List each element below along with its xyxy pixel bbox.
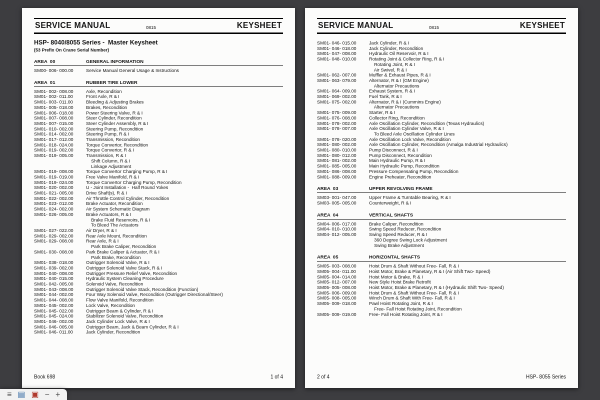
item-code: SM01- 081- 002.00 <box>317 158 357 164</box>
keysheet-row <box>317 243 566 248</box>
item-desc: Service Manual General Usage & Instructions <box>86 68 179 73</box>
keysheet-row <box>34 330 283 335</box>
item-code: SM04- 006- 017.00 <box>317 221 357 227</box>
item-code: SM01- 002- 008.00 <box>34 88 74 94</box>
item-desc: Swing Brake Adjustment <box>369 242 424 248</box>
item-desc: Engine Preheater, Recondition <box>369 174 432 180</box>
area-label: AREA 00 <box>34 59 56 65</box>
item-desc: Hydraulic System Cleaning Procedure <box>86 276 164 282</box>
item-code: SM01- 003- 011.00 <box>34 99 73 105</box>
item-desc: Swing Speed Reducer, Recondition <box>369 226 442 232</box>
item-desc: Steering Pump, Recondition <box>86 126 144 132</box>
item-code: SM04- 010- 010.00 <box>317 226 357 232</box>
item-code: SM01- 019- 005.00 <box>34 153 74 159</box>
item-code: SM01- 045- 002.00 <box>34 302 74 308</box>
item-desc: Outrigger Solenoid Valve Stack, R & I <box>86 265 163 271</box>
document-page <box>305 8 578 388</box>
item-desc: Four Way Solenoid Valve, Recondition (Outrigger Directional/Steer) <box>86 292 223 298</box>
rows-container <box>317 221 566 248</box>
item-code: SM01- 080- 002.00 <box>317 142 357 148</box>
item-desc: Outrigger Beam & Cylinder, R & I <box>86 308 154 314</box>
area-heading <box>34 80 283 87</box>
area-name: HORIZONTAL SHAFTS <box>369 254 421 261</box>
item-code: SM01- 026- 005.00 <box>34 211 74 217</box>
area-heading <box>34 59 283 66</box>
item-desc: Hoist Drum & Shaft Without Free- Fall, R & I <box>369 263 459 269</box>
item-code: SM01- 064- 009.00 <box>317 88 357 94</box>
item-code: SM05- 004- 011.00 <box>317 268 356 274</box>
item-code <box>317 243 369 248</box>
item-desc: Brakes, Recondition <box>86 104 128 110</box>
item-desc: Lock Valve, Recondition <box>86 302 135 308</box>
item-desc: Torque Convertor Charging Pump, Recondition <box>86 179 182 185</box>
item-code: SM01- 019- 008.00 <box>34 169 74 175</box>
item-code: SM01- 002- 011.00 <box>34 94 73 100</box>
area-name: VERTICAL SHAFTS <box>369 212 413 218</box>
zoom-in-icon[interactable]: + <box>55 389 61 399</box>
item-desc: Jack Cylinder, Recondition <box>86 329 141 335</box>
page-title: HSP- 8040/8055 Series - Master Keysheet <box>34 39 158 46</box>
item-code: SM01- 078- 007.00 <box>317 126 357 132</box>
item-code: SM01- 088- 009.00 <box>317 174 357 180</box>
keysheet-row <box>34 68 283 73</box>
zoom-out-icon[interactable]: − <box>44 389 50 399</box>
item-code: SM01- 019- 024.00 <box>34 179 74 185</box>
rows-container <box>317 41 566 180</box>
header-keysheet: KEYSHEET <box>519 21 565 30</box>
rows-container <box>317 264 566 318</box>
item-code: SM01- 062- 007.00 <box>317 72 357 78</box>
item-desc: Alternator, R & I (GM Engine) <box>369 77 429 83</box>
item-code: SM01- 005- 018.00 <box>34 104 74 110</box>
item-code: SM01- 078- 020.00 <box>317 136 357 142</box>
item-code: SM03- 001- 047.00 <box>317 195 357 201</box>
document-page <box>22 8 295 388</box>
item-code: SM01- 024- 002.00 <box>34 206 74 212</box>
item-code: SM01- 030- 008.00 <box>34 249 74 255</box>
item-desc: Main Hydraulic Pump, R & I <box>369 158 426 164</box>
item-desc: New Style Hoist Brake Retrofit <box>369 279 431 285</box>
header-service-manual: SERVICE MANUAL <box>318 21 394 30</box>
keysheet-section <box>317 212 566 248</box>
item-desc: Pressure Compensating Pump, Recondition <box>369 168 459 174</box>
item-desc: Steering Pump, R & I <box>86 131 130 137</box>
item-code: SM01- 006- 018.00 <box>34 110 74 116</box>
item-code: SM01- 046- 005.00 <box>34 324 74 330</box>
item-code: SM01- 086- 008.00 <box>317 168 357 174</box>
item-desc: Free Valve Manifold, R & I <box>86 174 140 180</box>
item-desc: Front Axle, R & I <box>86 94 120 100</box>
item-code: SM01- 047- 008.00 <box>317 51 357 57</box>
item-desc: Jack Cylinder Lock Valve, R & I <box>86 318 150 324</box>
item-desc: Jack Cylinder, R & I <box>369 40 410 46</box>
item-desc: Pawl Hoist Rotating Joint, R & I <box>369 301 433 307</box>
item-code: SM01- 027- 022.00 <box>34 227 74 233</box>
item-code: SM01- 046- 011.00 <box>34 329 73 335</box>
item-desc: Free- Fall Hoist Rotating Joint, Recondition <box>369 306 462 312</box>
item-desc: Linkage Adjustment <box>86 163 132 169</box>
item-code: SM01- 048- 010.00 <box>317 56 357 62</box>
item-code: SM01- 007- 015.00 <box>34 120 74 126</box>
area-label: AREA 04 <box>317 212 339 218</box>
item-desc: Air System Schematic Diagram <box>86 206 150 212</box>
pdf-toolbar-fragment[interactable] <box>0 389 67 400</box>
item-code: SM01- 080- 012.00 <box>317 152 357 158</box>
item-code: SM05- 009- 018.00 <box>317 301 357 307</box>
item-desc: To Bleed Axle Oscillation Cylinder Lines <box>369 131 455 137</box>
rows-container <box>34 68 283 73</box>
footer-right: 1 of 4 <box>270 374 283 380</box>
item-desc: Axle Oscillation Cylinder, Recondition (Amalga Industrial Hydraulics) <box>369 142 508 148</box>
keysheet-row <box>317 200 566 205</box>
area-label: AREA 03 <box>317 186 339 192</box>
item-code: SM01- 045- 024.00 <box>34 313 74 319</box>
item-desc: Upper Frame & Turntable Bearing, R & I <box>369 195 451 201</box>
footer-left: 2 of 4 <box>317 374 330 380</box>
item-desc: Air Throttle Control Cylinder, Recondition <box>86 195 170 201</box>
item-desc: Park Brake Caliper, Recondition <box>86 244 157 250</box>
item-code: SM05- 005- 008.00 <box>317 285 357 291</box>
item-desc: Hoist Motor & Brake, R & I <box>369 274 423 280</box>
header-revision-code: 0815 <box>146 25 157 30</box>
item-desc: Torque Convertor, Recondition <box>86 142 149 148</box>
item-desc: Fuel Tank, R & I <box>369 94 402 100</box>
item-desc: Outrigger Solenoid Valve Stack, Recondition (Function) <box>86 286 199 292</box>
item-code: SM01- 045- 022.00 <box>34 308 74 314</box>
item-code: SM01- 078- 002.00 <box>317 120 357 126</box>
item-desc: Brake Actuators, R & I <box>86 211 132 217</box>
keysheet-section <box>317 186 566 206</box>
keysheet-section <box>317 41 566 180</box>
item-desc: Rear Axle, R & I <box>86 238 119 244</box>
item-desc: Hoist Motor, Brake & Planetary, R & I (Air Shift Two- Speed) <box>369 268 491 274</box>
page-header <box>34 18 283 34</box>
item-desc: Alternator, R & I (Cummins Engine) <box>369 99 441 105</box>
footer-left: Book 698 <box>34 374 56 380</box>
item-desc: Brake Actuator, Recondition <box>86 201 143 207</box>
item-code: SM01- 044- 002.00 <box>34 292 74 298</box>
item-desc: Axle, Recondition <box>86 88 122 94</box>
item-code: SM01- 076- 008.00 <box>317 115 357 121</box>
item-code: SM01- 069- 002.00 <box>317 94 357 100</box>
item-code: SM03- 005- 005.00 <box>317 200 357 206</box>
item-desc: Hoist Motor, Brake & Planetary, R & I (Hydraulic Shift Two- Speed) <box>369 285 504 291</box>
item-code: SM01- 010- 002.00 <box>34 126 74 132</box>
rows-container <box>317 195 566 206</box>
item-desc: Rotating Joint, R & I <box>369 61 415 67</box>
item-code: SM01- 029- 002.00 <box>34 233 74 239</box>
page-footer <box>34 371 283 381</box>
item-code: SM01- 063- 079.00 <box>317 77 357 83</box>
item-desc: Hydraulic Oil Reservoir, R & I <box>369 51 429 57</box>
item-desc: Brake Fluid Reservoirs, R & I <box>86 217 151 223</box>
item-desc: Rotating Joint & Collector Ring, R & I <box>369 56 445 62</box>
item-code: SM01- 039- 002.00 <box>34 265 74 271</box>
item-code: SM01- 080- 010.00 <box>317 147 357 153</box>
item-desc: Hoist Drum & Shaft Without Free- Fall, R & I <box>369 290 459 296</box>
keysheet-section <box>317 255 566 318</box>
area-heading <box>317 212 566 219</box>
item-code: SM00- 006- 000.00 <box>34 68 74 73</box>
item-code: SM01- 075- 009.00 <box>317 110 357 116</box>
item-desc: Power Steering Valve, R & I <box>86 110 143 116</box>
keysheet-section <box>34 59 283 73</box>
item-desc: Starter, R & I <box>369 110 396 116</box>
item-desc: Counterweight, R & I <box>369 200 412 206</box>
item-code: SM05- 012- 007.00 <box>317 279 357 285</box>
item-desc: Alternator Precautions <box>369 83 420 89</box>
footer-right: HSP- 8055 Series <box>525 374 566 380</box>
item-desc: Stabilizer Solenoid Valve, Recondition <box>86 313 164 319</box>
item-code: SM05- 009- 019.00 <box>317 311 357 317</box>
item-desc: Flow Valve Manifold, Recondition <box>86 297 154 303</box>
item-desc: Muffler & Exhaust Pipes, R & I <box>369 72 431 78</box>
header-keysheet: KEYSHEET <box>236 21 282 30</box>
item-desc: Torque Convertor, R & I <box>86 147 135 153</box>
area-label: AREA 05 <box>317 254 339 261</box>
print-icon[interactable]: ▣ <box>31 389 39 399</box>
item-code: SM01- 019- 002.00 <box>34 147 74 153</box>
page-header <box>317 18 566 34</box>
item-desc: Free- Fall Hoist Rotating Joint, R & I <box>369 311 443 317</box>
item-desc: Steer Cylinder, Recondition <box>86 115 142 121</box>
area-heading <box>317 186 566 193</box>
item-desc: Park Brake Caliper & Actuator, R & I <box>86 249 160 255</box>
area-name: GENERAL INFORMATION <box>86 59 144 65</box>
item-code: SM01- 085- 005.00 <box>317 163 357 169</box>
header-revision-code: 0815 <box>429 25 440 30</box>
item-desc: Axle Oscillation Cylinder, Recondition (Texas Hydraulics) <box>369 120 485 126</box>
item-desc: Outrigger Beam, Jack & Beam Cylinder, R & I <box>86 324 179 330</box>
item-code: SM01- 046- 015.00 <box>317 40 357 46</box>
area-name: RUBBER TIRE LOWER <box>86 79 138 86</box>
header-service-manual: SERVICE MANUAL <box>35 21 111 30</box>
item-code: SM01- 023- 012.00 <box>34 201 74 207</box>
item-desc: Torque Convertor Charging Pump, R & I <box>86 169 168 175</box>
item-desc: Rear Axle Mount, Recondition <box>86 233 147 239</box>
item-code: SM01- 014- 002.00 <box>34 131 74 137</box>
item-code: SM01- 046- 018.00 <box>317 45 357 51</box>
item-desc: Swing Speed Reducer, R & I <box>369 232 428 238</box>
item-desc: Brake Caliper, Recondition <box>369 221 424 227</box>
item-desc: Collector Ring, Recondition <box>369 115 425 121</box>
keysheet-row <box>317 174 566 179</box>
item-code: SM01- 020- 002.00 <box>34 185 74 191</box>
item-code: SM01- 007- 008.00 <box>34 115 74 121</box>
item-desc: Steer Cylinder Assembly, R & I <box>86 120 149 126</box>
item-desc: Park Brake, Recondition <box>86 254 141 260</box>
area-label: AREA 01 <box>34 79 56 86</box>
item-desc: Main Hydraulic Pump, Recondition <box>369 163 440 169</box>
rows-container <box>34 89 283 335</box>
keysheet-section <box>34 80 283 335</box>
item-desc: Alternator Precautions <box>369 104 420 110</box>
page-footer <box>317 371 566 381</box>
item-code: SM01- 040- 015.00 <box>34 276 74 282</box>
item-code: SM05- 004- 014.00 <box>317 274 357 280</box>
item-code: SM01- 029- 008.00 <box>34 238 74 244</box>
item-desc: Jack Cylinder, Recondition <box>369 45 424 51</box>
item-desc: Transmission, R & I <box>86 153 126 159</box>
item-desc: Bleeding & Adjusting Brakes <box>86 99 144 105</box>
item-desc: 360 Degree Swing Lock Adjustment <box>369 237 447 243</box>
item-code: SM01- 018- 024.00 <box>34 142 74 148</box>
sections-container <box>317 34 566 317</box>
item-code: SM01- 040- 008.00 <box>34 270 74 276</box>
item-code: SM01- 075- 002.00 <box>317 99 357 105</box>
item-code: SM01- 017- 012.00 <box>34 137 74 143</box>
item-desc: Transmission, Recondition <box>86 137 140 143</box>
item-desc: Outrigger Solenoid Valve, R & I <box>86 260 150 266</box>
item-desc: Pump Disconnect, Recondition <box>369 152 432 158</box>
item-code: SM01- 019- 019.00 <box>34 174 74 180</box>
sections-container <box>34 53 283 336</box>
item-desc: Pump Disconnect, R & I <box>369 147 418 153</box>
item-desc: Exhaust System, R & I <box>369 88 415 94</box>
item-desc: To Bleed The Actuators <box>86 222 139 228</box>
item-desc: Outrigger Pressure Relief Valve, Recondition <box>86 270 178 276</box>
item-desc: Axle Oscillation Cylinder Valve, R & I <box>369 126 444 132</box>
item-desc: Air Swivel, R & I <box>369 67 407 73</box>
item-code: SM01- 022- 002.00 <box>34 195 74 201</box>
item-code: SM01- 046- 002.00 <box>34 318 74 324</box>
item-code: SM05- 003- 008.00 <box>317 263 357 269</box>
item-code: SM01- 038- 018.00 <box>34 260 74 266</box>
item-code: SM01- 043- 008.00 <box>34 286 74 292</box>
area-heading <box>317 255 566 262</box>
item-code: SM04- 012- 005.00 <box>317 232 357 238</box>
item-desc: Drive Shaft(s), R & I <box>86 190 127 196</box>
menu-icon[interactable]: ≡ <box>7 389 12 399</box>
area-name: UPPER REVOLVING FRAME <box>369 186 433 192</box>
item-desc: Winch Drum & Shaft With Free- Fall, R & I <box>369 295 455 301</box>
item-desc: Solenoid Valve, Recondition <box>86 281 144 287</box>
item-desc: Axle Oscillation Lock Valve, Recondition <box>369 136 451 142</box>
keysheet-row <box>317 312 566 317</box>
item-desc: Shift Column, R & I <box>86 158 131 164</box>
item-code: SM05- 006- 009.00 <box>317 290 357 296</box>
page-subtitle: (53 Prefix On Crane Serial Number) <box>34 47 110 53</box>
item-code: SM01- 042- 005.00 <box>34 281 74 287</box>
item-code: SM05- 008- 005.00 <box>317 295 357 301</box>
item-desc: Air Dryer, R & I <box>86 227 117 233</box>
item-code: SM01- 044- 008.00 <box>34 297 74 303</box>
item-desc: U - Joint Installation - Half Round Yokes <box>86 185 169 191</box>
item-code: SM01- 021- 005.00 <box>34 190 74 196</box>
document-icon[interactable]: ▤ <box>17 389 26 399</box>
